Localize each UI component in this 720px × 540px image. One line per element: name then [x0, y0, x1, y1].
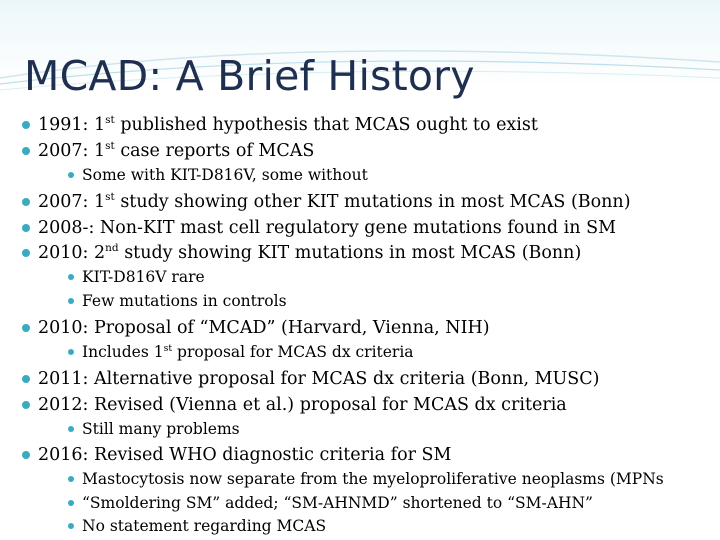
list-item — [68, 268, 205, 286]
list-item — [22, 141, 314, 161]
item-text: 2012: Revised (Vienna et al.) proposal for MCAS dx criteria — [38, 395, 567, 415]
list-item — [22, 318, 490, 338]
bullet-icon — [22, 198, 30, 206]
item-text: Some with KIT-D816V, some without — [82, 166, 368, 184]
bullet-icon — [68, 172, 74, 178]
bullet-icon — [22, 375, 30, 383]
bullet-icon — [68, 298, 74, 304]
list-item — [22, 218, 616, 238]
list-item — [68, 494, 593, 512]
bullet-icon — [68, 274, 74, 280]
item-text: KIT-D816V rare — [82, 268, 205, 286]
slide-title: MCAD: A Brief History — [24, 52, 475, 100]
item-text: Mastocytosis now separate from the myeloproliferative neoplasms (MPNs — [82, 470, 664, 488]
bullet-icon — [68, 500, 74, 506]
item-text: 2007: 1st case reports of MCAS — [38, 140, 315, 161]
list-item — [68, 470, 720, 488]
item-text: Still many problems — [82, 420, 240, 438]
bullet-icon — [22, 451, 30, 459]
bullet-icon — [22, 324, 30, 332]
list-item — [22, 243, 581, 263]
list-item — [22, 445, 451, 465]
bullet-icon — [22, 401, 30, 409]
list-item — [22, 369, 600, 389]
item-text: 2008-: Non-KIT mast cell regulatory gene mutations found in SM — [38, 218, 617, 238]
item-text: “Smoldering SM” added; “SM-AHNMD” shortened to “SM-AHN” — [82, 494, 593, 512]
item-text: 2010: 2nd study showing KIT mutations in most MCAS (Bonn) — [38, 242, 582, 263]
bullet-icon — [68, 426, 74, 432]
list-item — [22, 115, 538, 135]
bullet-icon — [68, 349, 74, 355]
bullet-icon — [68, 476, 74, 482]
list-item — [68, 166, 368, 184]
bullet-icon — [22, 224, 30, 232]
item-text: 2010: Proposal of “MCAD” (Harvard, Vienna, NIH) — [38, 318, 490, 338]
item-text: Includes 1st proposal for MCAS dx criteria — [82, 342, 414, 361]
list-item — [68, 292, 287, 310]
bullet-icon — [22, 249, 30, 257]
list-item — [68, 517, 326, 535]
bullet-icon — [22, 147, 30, 155]
item-text: 2007: 1st study showing other KIT mutations in most MCAS (Bonn) — [38, 191, 631, 212]
bullet-icon — [22, 121, 30, 129]
item-text: No statement regarding MCAS — [82, 517, 327, 535]
item-text: 2011: Alternative proposal for MCAS dx criteria (Bonn, MUSC) — [38, 369, 600, 389]
item-text: 1991: 1st published hypothesis that MCAS ought to exist — [38, 114, 538, 135]
list-item — [68, 343, 414, 361]
list-item — [68, 420, 240, 438]
list-item — [22, 192, 631, 212]
bullet-icon — [68, 523, 74, 529]
item-text: Few mutations in controls — [82, 292, 287, 310]
list-item — [22, 395, 567, 415]
item-text: 2016: Revised WHO diagnostic criteria for SM — [38, 445, 452, 465]
